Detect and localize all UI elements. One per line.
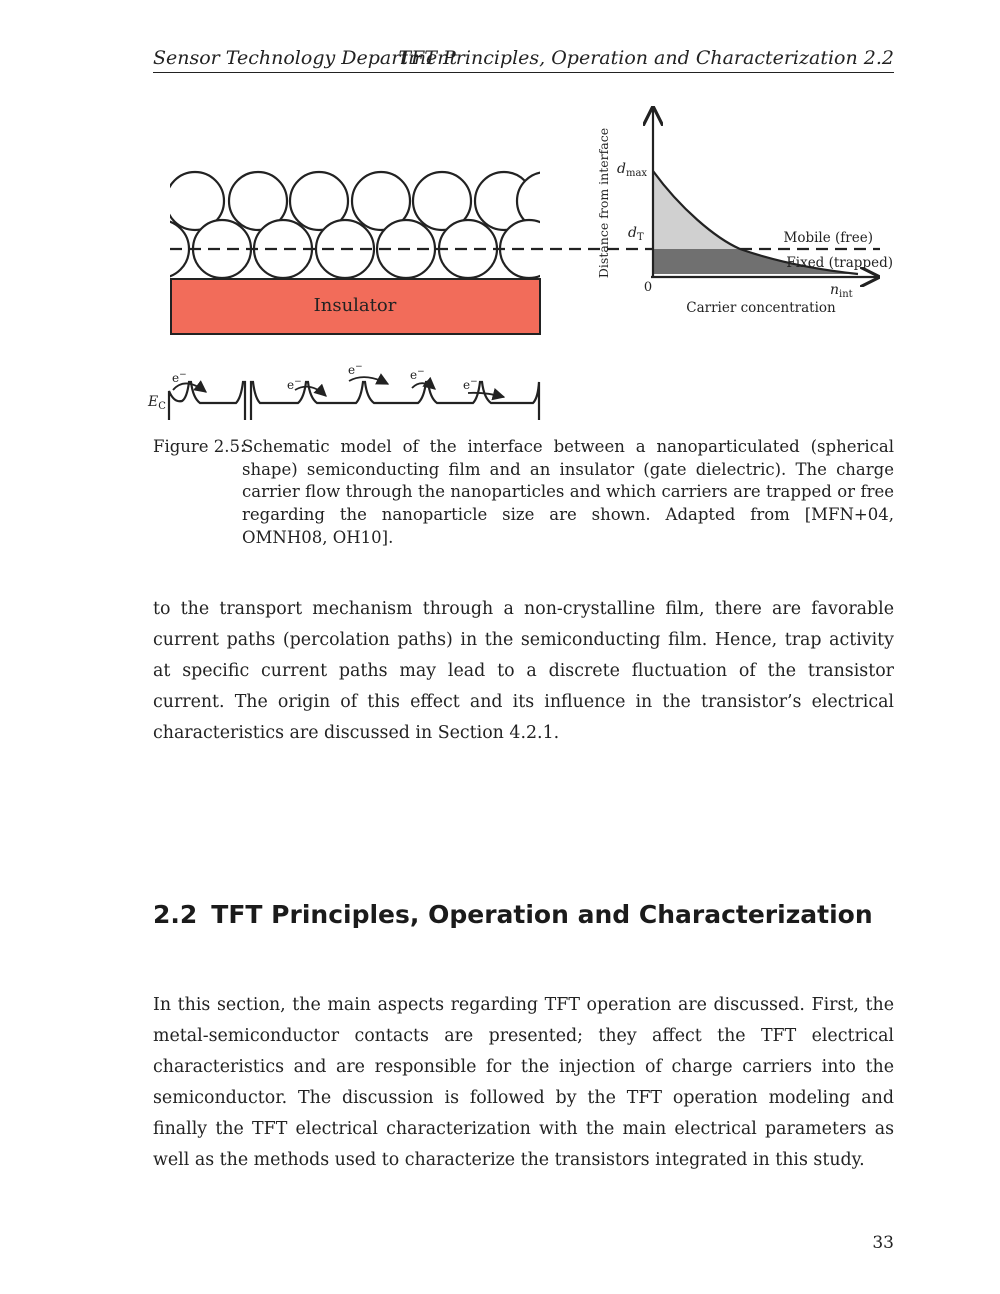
caption-label: Figure 2.5: (153, 437, 246, 456)
dmax-label: $d_{max}$ (617, 161, 648, 179)
nint-label: $n_{int}$ (830, 282, 853, 300)
fixed-trapped-label: Fixed (trapped) (786, 255, 893, 271)
electron-label: e− (287, 377, 302, 392)
page-number: 33 (872, 1233, 894, 1253)
body-paragraph-2: In this section, the main aspects regarding TFT operation are discussed. First, the metal-semiconductor contacts are presented; they affect the TFT electrical characteristics and are responsible for the injection of charge carriers into the semiconductor. The discussion is followed by the TFT operation modeling and finally the TFT electrical characterization with the main electrical parameters as well as the methods used to characterize the transistors integrated in this study. (153, 995, 894, 1170)
figure-2-5 (140, 98, 900, 428)
carrier-concentration-graph (596, 108, 893, 316)
conduction-band-diagram (147, 362, 539, 420)
header-department: Sensor Technology Department (153, 47, 458, 69)
body-paragraph-1: to the transport mechanism through a non-crystalline film, there are favorable current paths (percolation paths) in the semiconducting film. Hence, trap activity at specific current paths may lead to a discrete fluctuation of the transistor current. The origin of this effect and its influence in the transistor’s electrical characteristics are discussed in Section 4.2.1. (153, 599, 894, 743)
mobile-carrier-area (653, 171, 740, 249)
electron-label: e− (463, 377, 478, 392)
ec-label: $E_C$ (148, 394, 166, 412)
section-number: 2.2 (153, 900, 198, 929)
mobile-free-label: Mobile (free) (783, 230, 873, 246)
section-title: TFT Principles, Operation and Characterization (211, 900, 873, 929)
y-axis-label: Distance from interface (596, 127, 611, 279)
origin-label: 0 (643, 280, 653, 295)
dt-label: $d_T$ (628, 225, 644, 243)
running-header (153, 44, 894, 73)
electron-label: e− (172, 370, 187, 385)
nanoparticle (193, 220, 251, 278)
nanoparticle (500, 220, 558, 278)
electron-label: e− (410, 367, 425, 382)
caption-text: Schematic model of the interface between a nanoparticulated (spherical shape) semiconducting film and an insulator (gate dielectric). The charge carrier flow through the nanoparticles and which carriers are trapped or free regarding the nanoparticle size are shown. Adapted from [MFN+04, OMNH08, OH10]. (242, 437, 894, 547)
electron-label: e− (348, 362, 363, 377)
section-heading (153, 900, 873, 929)
conduction-band-profile (169, 382, 539, 420)
electron-hops (173, 377, 504, 397)
nanoparticle-film (131, 172, 575, 278)
x-axis-label: Carrier concentration (686, 300, 836, 316)
insulator-label: Insulator (313, 295, 397, 316)
header-chapter-title: TFT Principles, Operation and Characterization 2.2 (398, 47, 894, 69)
